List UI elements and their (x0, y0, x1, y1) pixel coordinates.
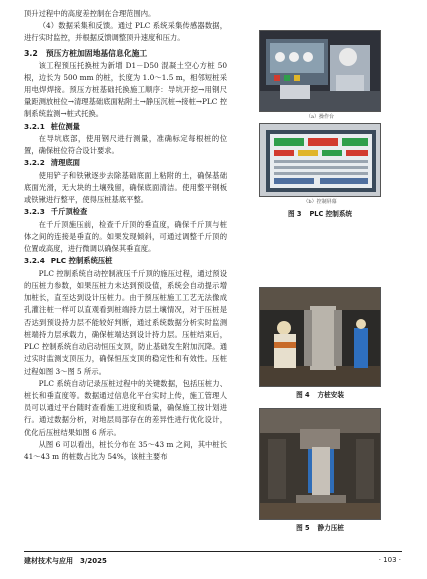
figure-number: 图 5 (296, 524, 310, 532)
paragraph-3-2-2: 使用铲子和铁锹逐步去除基础底面上粘附的土，确保基础底面光滑，无大块的土壤残留，确保底面清洁。使用整平钢板或铁锹进行整平，使得压桩基底平整。 (24, 170, 227, 205)
paragraph-3-2-3: 在千斤顶施压前，检查千斤顶的垂直度，确保千斤顶与桩体之间的连接是垂直的。如果发现倾斜，可通过调整千斤顶的位置或高度，进行微调以确保其垂直度。 (24, 219, 227, 254)
section-heading-3-2 (24, 47, 227, 60)
subsection-title: 桩位测量 (50, 121, 80, 131)
figure-3 (240, 30, 400, 219)
subsection-title: 清理底面 (50, 158, 80, 168)
journal-footer: 建材技术与应用 3/2025 (24, 557, 107, 565)
subsection-heading-3-2-3 (24, 206, 227, 218)
subsection-number: 3.2.1 (24, 121, 45, 131)
paragraph-3-2-1: 在导坑底部，使用钢尺进行测量，准确标定每根桩的位置，确保桩位符合设计要求。 (24, 134, 227, 156)
figure-title: PLC 控制系统 (309, 210, 353, 218)
photo-static-pile-pressing (259, 408, 381, 520)
subsection-heading-3-2-2 (24, 157, 227, 169)
photo-operating-console (259, 30, 381, 112)
pile-installation-illustration (260, 288, 381, 387)
figure-number: 图 4 (296, 391, 310, 399)
photo-square-pile-installation (259, 287, 381, 387)
section-number: 3.2 (24, 48, 38, 58)
control-screen-illustration (260, 124, 381, 197)
static-pile-pressing-illustration (260, 409, 381, 520)
subsection-title: PLC 控制系统压桩 (50, 256, 113, 266)
paragraph-top: 顶升过程中的高度差控制在合理范围内。 (24, 9, 156, 18)
subsection-number: 3.2.3 (24, 207, 45, 217)
paragraph-3-2-4a: PLC 控制系统自动控制液压千斤顶的施压过程，通过预设的压桩力参数，如果压桩力未达到预设值，系统会自动提示增加桩长，直至达到设计压桩力。由于预压桩施工工艺无法像成孔灌注桩一样可以直观看到桩端持力层土壤情况，对于压桩是否达到预设持力层不能较好判断，通过系统数据分析实时监测桩端持力层承载力，确保桩端达到设计持力层。压桩结束后，PLC 控制系统自动启动恒压支顶，防止基础发生附加沉降。通过实时监测支顶压力，确保恒压支顶的稳定性和有效性。压桩过程如图 3～图 5 所示。 (24, 268, 227, 376)
figure-4 (240, 287, 400, 400)
subsection-title: 千斤顶检查 (50, 207, 88, 217)
section-title: 预压方桩加固地基信息化施工 (45, 48, 148, 58)
figure-title: 方桩安装 (317, 391, 344, 399)
photo-control-screen (259, 123, 381, 197)
figure-3-caption (240, 209, 400, 219)
figure-3-subcaption-a: （a）操作台 (306, 114, 334, 120)
figure-3-subcaption-b: （b）控制屏幕 (303, 199, 337, 205)
figure-number: 图 3 (287, 210, 302, 218)
left-column (24, 8, 227, 463)
footer-rule (24, 551, 402, 552)
subsection-number: 3.2.2 (24, 158, 45, 168)
subsection-heading-3-2-4 (24, 255, 227, 267)
paragraph-intro: 该工程预压托换桩为新增 D1－D50 混凝土空心方桩 50 根，边长为 500 mm 的桩，长度为 1.0～1.5 m，相邻短桩采用电焊焊接。预压方桩基础托换施工顺序：导坑开挖→用钢尺量距测放桩位→清理基础底面粘附土→静压沉桩→接桩→PLC 控制系统监测→桩式托换。 (24, 60, 227, 119)
page-number: · 103 · (378, 556, 401, 564)
paragraph-3-2-4b: PLC 系统自动记录压桩过程中的关键数据，包括压桩力、桩长和垂直度等。数据通过信息化平台实时上传，施工管理人员可以通过平台随时查看施工进度和质量，确保施工按计划进行。通过数据分析，对地层局部存在的差异性进行优化设计，优化后压桩结果如图 6 所示。 (24, 378, 227, 437)
paragraph-3-2-4c: 从图 6 可以看出，桩长分布在 35～43 m 之间，其中桩长 41～43 m 的桩数占比为 54%，该桩主要布 (24, 439, 227, 461)
operating-console-illustration (260, 31, 381, 112)
figure-title: 静力压桩 (317, 524, 344, 532)
figure-4-caption (240, 390, 400, 400)
paragraph-data-feedback: （4）数据采集和反馈。通过 PLC 系统采集传感器数据，进行实时监控，并根据反馈调整顶升速度和压力。 (24, 21, 227, 43)
subsection-heading-3-2-1 (24, 121, 227, 133)
figure-5 (240, 408, 400, 533)
figure-5-caption (240, 523, 400, 533)
subsection-number: 3.2.4 (24, 256, 45, 266)
